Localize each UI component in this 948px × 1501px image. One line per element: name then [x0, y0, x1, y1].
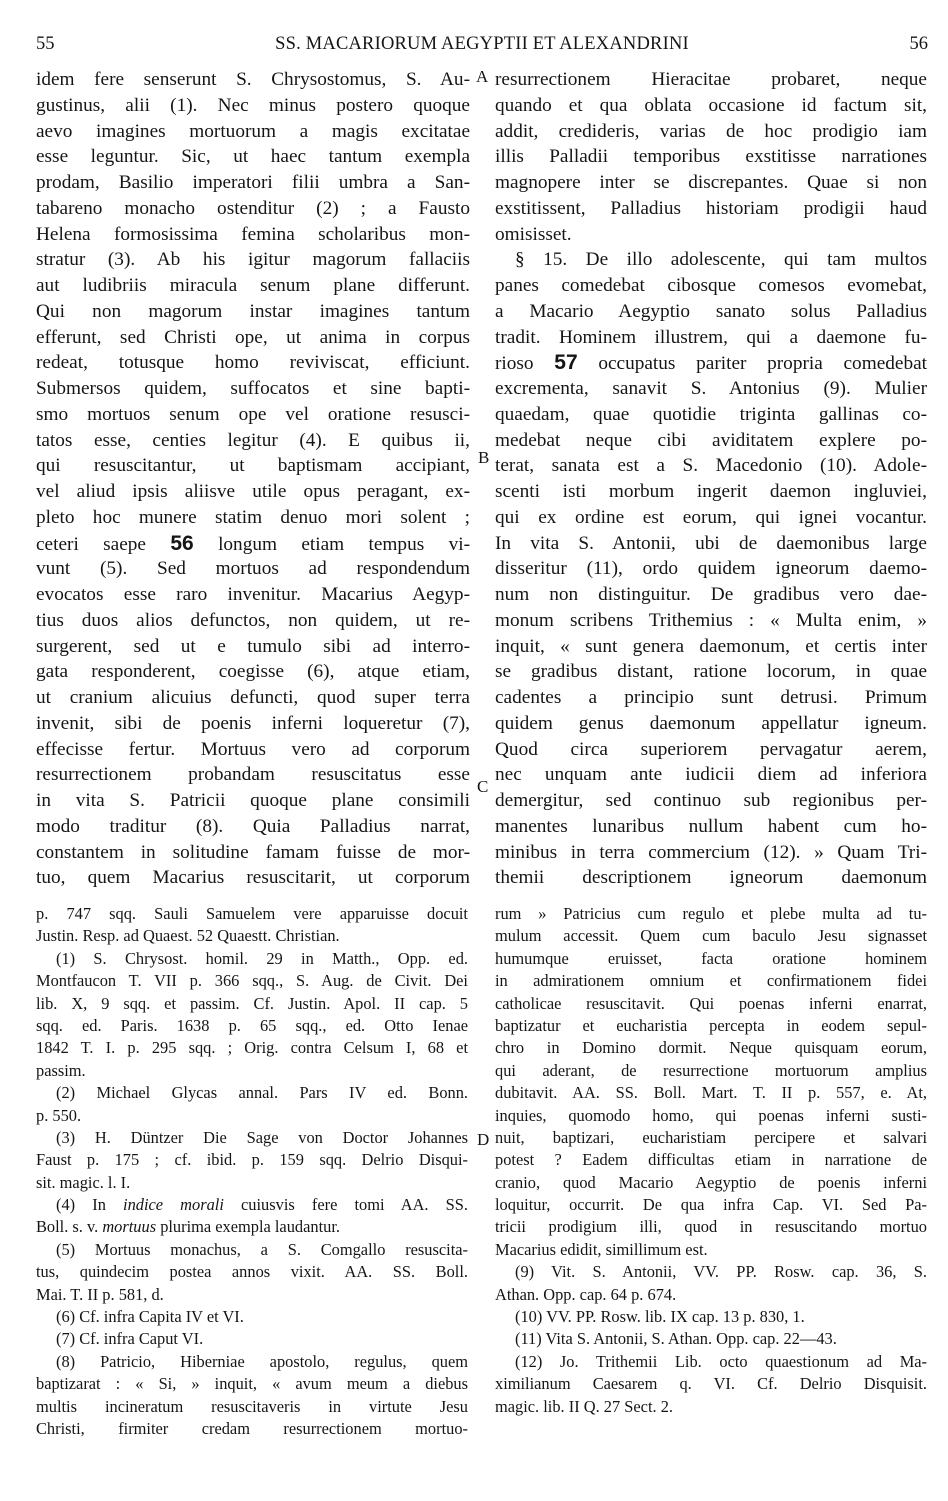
- footnote-line: tus, quindecim postea annos vixit. AA. SS. Boll.: [36, 1262, 468, 1282]
- text-line: tabareno monacho ostenditur (2) ; a Fausto: [36, 197, 470, 219]
- text-line: quidem genus daemonum appellatur igneum.: [495, 712, 927, 734]
- text-line: idem fere senserunt S. Chrysostomus, S. Au-: [36, 69, 470, 90]
- text-line: Helena formosissima femina scholaribus mon-: [36, 223, 470, 245]
- text-line: addit, credideris, varias de hoc prodigio iam: [495, 120, 927, 142]
- text-line: exstitissent, Palladius historiam prodigii haud: [495, 197, 927, 219]
- text-line: esse leguntur. Sic, ut haec tantum exempla: [36, 146, 470, 168]
- text-line: ut cranium alicuius defuncti, quod super terra: [36, 687, 470, 708]
- text-line: tatos esse, centies legitur (4). E quibus ii,: [36, 429, 470, 451]
- footnote-line: (3) H. Düntzer Die Sage von Doctor Johannes: [56, 1127, 468, 1147]
- footnote-line: sit. magic. l. I.: [36, 1172, 131, 1192]
- footnote-line: 1842 T. I. p. 295 sqq. ; Orig. contra Celsum I, 68 et: [36, 1038, 468, 1058]
- text-line: in vita S. Patricii quoque plane consimili: [36, 790, 470, 811]
- text-line: num non distinguitur. De gradibus vero dae-: [495, 584, 927, 605]
- footnote-line: Mai. T. II p. 581, d.: [36, 1284, 164, 1304]
- footnote-line: dubitavit. AA. SS. Boll. Mart. T. II p. 557, e. At,: [495, 1083, 927, 1103]
- text-line: stratur (3). Ab his igitur magorum fallaciis: [36, 249, 470, 271]
- footnote-line: Faust p. 175 ; cf. ibid. p. 159 sqq. Delrio Disqui-: [36, 1150, 468, 1170]
- text-line: gustinus, alii (1). Nec minus postero quoque: [36, 94, 470, 116]
- text-segment: Boll. s. v.: [36, 1217, 99, 1237]
- text-segment: cuiusvis fere tomi AA. SS.: [241, 1195, 468, 1215]
- footnote-line: mulum accessit. Quem cum baculo Jesu signasset: [495, 926, 927, 946]
- italic-term: mortuus: [102, 1217, 157, 1237]
- text-line: minibus in terra commercium (12). » Quam Tri-: [495, 841, 927, 863]
- text-line: surgerent, sed ut e tumulo sibi ad interro-: [36, 635, 470, 657]
- margin-letter-a: A: [476, 67, 489, 86]
- text-line: Qui non magorum instar imagines tantum: [36, 300, 470, 322]
- footnote-line: p. 550.: [36, 1105, 82, 1125]
- footnote-line: Athan. Opp. cap. 64 p. 674.: [495, 1284, 677, 1304]
- footnote-line: nuit, baptizari, eucharistiam percipere et salvari: [495, 1127, 927, 1147]
- footnote-line: (2) Michael Glycas annal. Pars IV ed. Bonn.: [56, 1083, 468, 1103]
- footnote-line: (12) Jo. Trithemii Lib. octo quaestionum ad Ma-: [515, 1351, 927, 1371]
- footnote-line: (1) S. Chrysost. homil. 29 in Matth., Opp. ed.: [56, 948, 468, 968]
- footnote-line: (7) Cf. infra Caput VI.: [56, 1329, 204, 1349]
- text-line: nec unquam ante iudicii diem ad inferiora: [495, 764, 927, 786]
- text-line: scenti isti morbum ingerit daemon ingluviei,: [495, 481, 927, 502]
- page-number-left: 55: [36, 34, 55, 54]
- text-line: excrementa, sanavit S. Antonius (9). Mulier: [495, 378, 927, 399]
- text-segment: rioso: [495, 353, 534, 375]
- footnote-line: Montfaucon T. VII p. 366 sqq., S. Aug. de Civit. Dei: [36, 971, 468, 991]
- text-line: quaedam, quae quotidie triginta gallinas co-: [495, 403, 927, 425]
- footnotes-right: [495, 903, 927, 1418]
- text-line: aevo imagines mortuorum a magis excitatae: [36, 120, 470, 142]
- text-line: Quod circa superiorem pervagatur aerem,: [495, 738, 927, 760]
- footnote-line: rum » Patricius cum regulo et plebe multa ad tu-: [495, 904, 927, 923]
- footnote-line: tricii prodigium illi, quod in resuscitando mortuo: [495, 1217, 927, 1237]
- footnote-line: lib. X, 9 sqq. et passim. Cf. Justin. Apol. II cap. 5: [36, 993, 468, 1013]
- text-line: magnopere inter se discrepantes. Quae si non: [495, 172, 927, 193]
- text-line: monum scribens Trithemius : « Multa enim, »: [495, 609, 927, 631]
- text-line: qui ex ordine est eorum, qui ignei vocantur.: [495, 506, 927, 528]
- margin-letter-c: C: [477, 777, 489, 796]
- text-line: a Macario Aegyptio sanato solus Palladius: [495, 300, 927, 322]
- text-segment: longum etiam tempus vi-: [218, 533, 470, 555]
- text-line: invenit, sibi de poenis inferni loqueretur (7),: [36, 712, 470, 734]
- footnote-line: chro in Domino dormit. Neque quisquam eorum,: [495, 1038, 927, 1058]
- original-page-marker: 57: [554, 351, 578, 375]
- text-line: redeat, totusque homo reviviscat, efficiunt.: [36, 352, 470, 374]
- margin-letter-d: D: [477, 1130, 490, 1149]
- footnote-line: passim.: [36, 1060, 86, 1080]
- left-main-column: [36, 67, 470, 891]
- text-line: themii descriptionem igneorum daemonum: [495, 867, 927, 889]
- text-line: tius duos alios defunctos, non quidem, ut re-: [36, 609, 470, 631]
- text-line: vunt (5). Sed mortuos ad respondendum: [36, 558, 470, 580]
- text-line: Submersos quidem, suffocatos et sine bapti-: [36, 378, 470, 399]
- text-line: vel aliud ipsis aliisve utile opus peragant, ex-: [36, 481, 470, 502]
- footnote-line: [36, 1216, 468, 1238]
- footnote-line: p. 747 sqq. Sauli Samuelem vere apparuisse docuit: [36, 904, 468, 923]
- footnote-line: multis incineratum resuscitaveris in virtute Jesu: [36, 1396, 468, 1416]
- right-main-column: [495, 67, 927, 891]
- footnote-line: sqq. ed. Paris. 1638 p. 65 sqq., ed. Otto Ienae: [36, 1015, 468, 1035]
- text-line: tuo, quem Macarius resuscitarit, ut corporum: [36, 867, 470, 889]
- margin-letter-b: B: [478, 448, 490, 467]
- footnote-line: cranio, quod Macario Aegyptio de poenis inferni: [495, 1172, 927, 1192]
- footnote-line: (8) Patricio, Hiberniae apostolo, regulus, quem: [56, 1351, 468, 1371]
- text-line: aut ludibriis miracula senum plane differunt.: [36, 275, 470, 296]
- text-line: resurrectionem probandam resuscitatus esse: [36, 764, 470, 786]
- footnote-line: qui aderant, de resurrectione mortuorum amplius: [495, 1060, 927, 1080]
- text-segment: (4) In: [56, 1195, 106, 1215]
- original-page-marker: 56: [170, 531, 194, 555]
- text-line: effecisse fertur. Mortuus vero ad corporum: [36, 738, 470, 760]
- text-line: tradit. Hominem illustrem, qui a daemone fu-: [495, 326, 927, 348]
- text-line: [495, 350, 927, 376]
- footnote-line: inquies, quomodo homo, qui poenas inferni susti-: [495, 1105, 927, 1125]
- footnotes-left: [36, 903, 468, 1440]
- text-line: manentes lunaribus nullum habent cum ho-: [495, 815, 927, 837]
- text-line: inquit, « sunt genera daemonum, et certis inter: [495, 635, 927, 657]
- text-segment: plurima exempla laudantur.: [160, 1217, 340, 1237]
- text-line: gata responderent, coegisse (6), atque etiam,: [36, 661, 470, 683]
- text-line: panes comedebat cibosque comesos evomebat,: [495, 275, 927, 296]
- section-heading-line: § 15. De illo adolescente, qui tam multos: [515, 249, 927, 271]
- text-line: modo traditur (8). Quia Palladius narrat,: [36, 815, 470, 837]
- text-line: resurrectionem Hieracitae probaret, neque: [495, 69, 927, 90]
- footnote-line: magic. lib. II Q. 27 Sect. 2.: [495, 1396, 673, 1416]
- running-title: SS. MACARIORUM AEGYPTII ET ALEXANDRINI: [275, 34, 689, 54]
- text-line: terat, sanata est a S. Macedonio (10). Adole-: [495, 455, 927, 477]
- page-number-right: 56: [909, 34, 928, 54]
- footnote-line: catholicae resuscitavit. Qui poenas inferni enarrat,: [495, 993, 927, 1013]
- footnote-line: (6) Cf. infra Capita IV et VI.: [56, 1307, 244, 1327]
- footnote-line: Justin. Resp. ad Quaest. 52 Quaestt. Christian.: [36, 926, 340, 946]
- footnote-line: humumque eruisset, facta oratione hominem: [495, 948, 927, 968]
- text-segment: ceteri saepe: [36, 533, 146, 555]
- text-line: prodam, Basilio imperatori filii umbra a San-: [36, 172, 470, 193]
- footnote-line: Christi, firmiter credam resurrectionem mortuo-: [36, 1418, 468, 1438]
- footnote-line: baptizarat : « Si, » inquit, « avum meum a diebus: [36, 1374, 468, 1394]
- text-line: omisisset.: [495, 223, 572, 245]
- footnote-line: (9) Vit. S. Antonii, VV. PP. Rosw. cap. 36, S.: [515, 1262, 927, 1282]
- footnote-line: potest ? Eadem difficultas etiam in narratione de: [495, 1150, 927, 1170]
- text-line: evocatos esse raro invenitur. Macarius Aegyp-: [36, 584, 470, 605]
- footnote-line: [36, 1194, 468, 1216]
- text-line: se gradibus distant, ratione locorum, in quae: [495, 661, 927, 683]
- footnote-line: (11) Vita S. Antonii, S. Athan. Opp. cap. 22—43.: [515, 1329, 837, 1349]
- text-line: qui resuscitantur, ut baptismam accipiant,: [36, 455, 470, 477]
- footnote-line: loquitur, occurrit. De qua infra Cap. VI. Sed Pa-: [495, 1195, 927, 1215]
- footnote-line: in admirationem omnium et confirmationem fidei: [495, 971, 927, 991]
- text-line: demergitur, sed continuo sub regionibus per-: [495, 790, 927, 811]
- footnote-line: ximilianum Caesarem q. VI. Cf. Delrio Disquisit.: [495, 1374, 927, 1394]
- text-line: [36, 531, 470, 557]
- text-line: constantem in solitudine famam fuisse de mor-: [36, 841, 470, 863]
- footnote-line: Macarius edidit, simillimum est.: [495, 1239, 708, 1259]
- text-line: cadentes a principio sunt detrusi. Primum: [495, 687, 927, 708]
- text-line: illis Palladii temporibus exstitisse narrationes: [495, 146, 927, 168]
- italic-term: indice morali: [123, 1195, 224, 1215]
- footnote-line: (10) VV. PP. Rosw. lib. IX cap. 13 p. 830, 1.: [515, 1307, 805, 1327]
- text-line: quando et qua oblata occasione id factum sit,: [495, 94, 927, 116]
- text-line: medebat neque cibi aviditatem explere po-: [495, 429, 927, 451]
- text-line: smo mortuos senum ope vel oratione resusci-: [36, 403, 470, 425]
- text-line: In vita S. Antonii, ubi de daemonibus large: [495, 532, 927, 554]
- text-segment: occupatus pariter propria comedebat: [598, 353, 927, 375]
- text-line: pleto hoc munere statim denuo mori solent ;: [36, 506, 470, 528]
- text-line: disseritur (11), ordo quidem igneorum daemo-: [495, 558, 927, 580]
- footnote-line: (5) Mortuus monachus, a S. Comgallo resuscita-: [56, 1239, 468, 1259]
- page-header: [36, 34, 928, 60]
- text-line: efferunt, sed Christi ope, ut anima in corpus: [36, 326, 470, 348]
- footnote-line: baptizatur et eucharistia percepta in eodem sepul-: [495, 1015, 927, 1035]
